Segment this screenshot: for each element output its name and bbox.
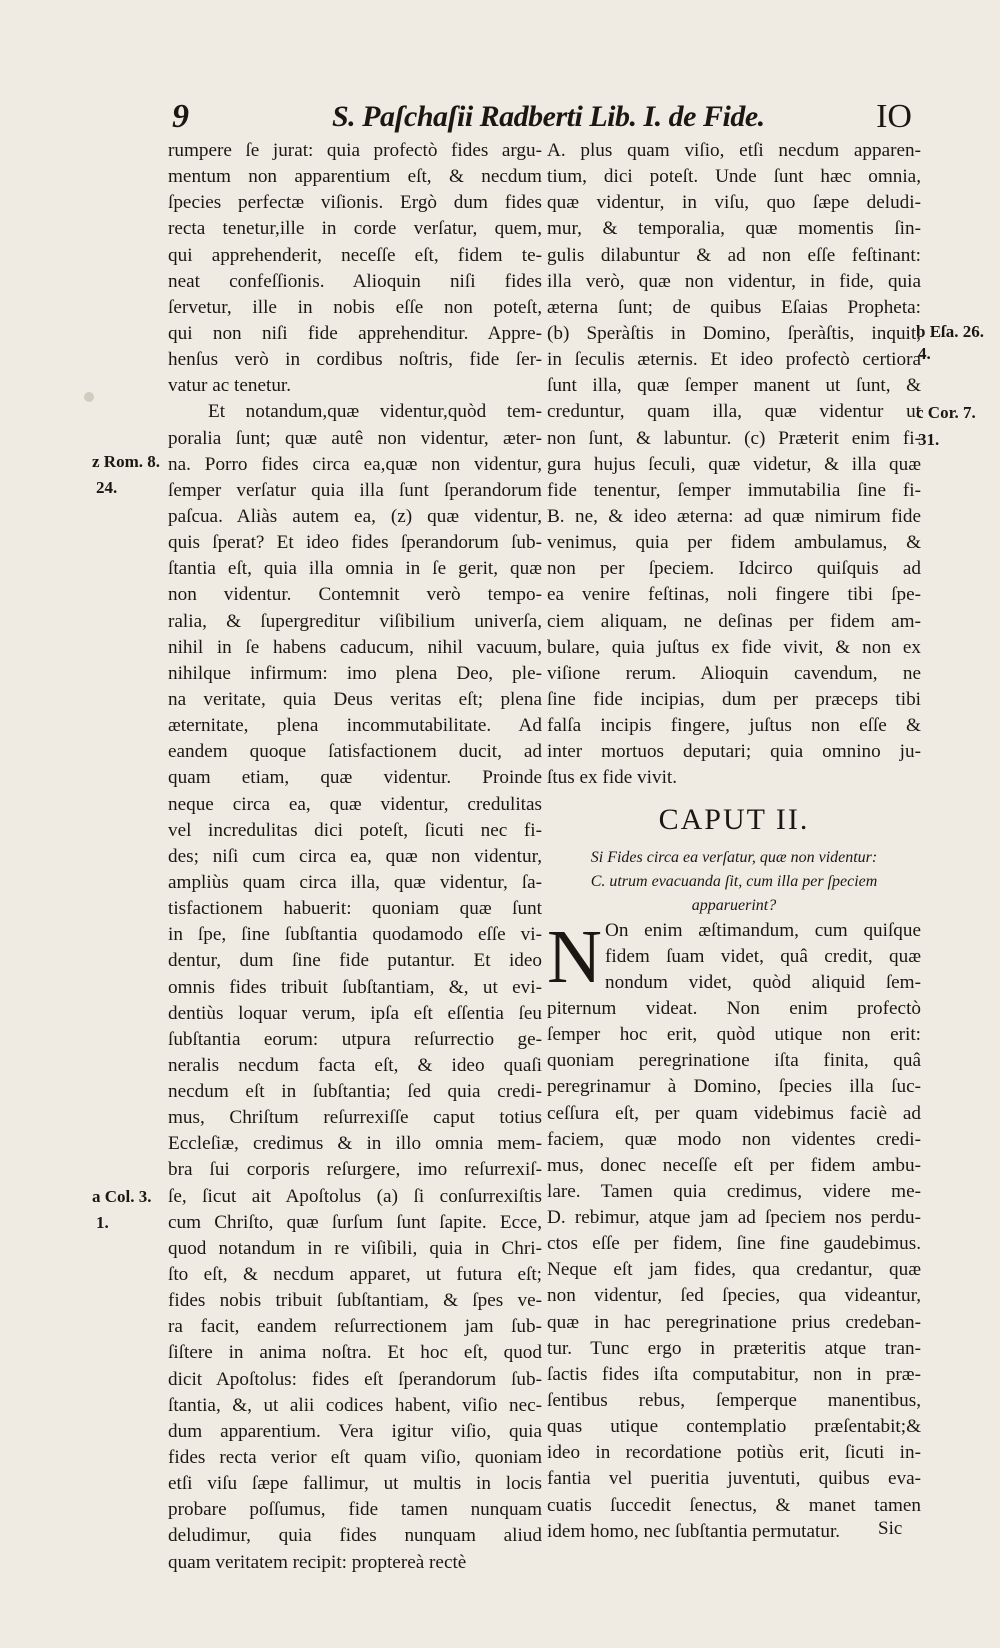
text-line: qui apprehenderit, neceſſe eſt, fidem te- — [168, 244, 542, 266]
text-line: ſiſtere in anima noſtra. Et hoc eſt, quod — [168, 1342, 542, 1364]
text-line: dum apparentium. Vera igitur viſio, quia — [168, 1420, 542, 1442]
running-title: S. Paſchaſii Radberti Lib. I. de Fide. — [332, 100, 765, 133]
text-line: poralia ſunt; quæ autê non videntur, æter- — [168, 427, 542, 449]
text-line: ceſſura eſt, per quam videbimus faciè ad — [547, 1102, 921, 1124]
text-line: peregrinamur à Domino, ſpecies illa ſuc- — [547, 1076, 921, 1098]
text-line: na. Porro fides circa ea,quæ non videntur, — [168, 453, 542, 475]
chapter-subtitle-line: Si Fides circa ea verſatur, quæ non videntur: — [590, 848, 878, 866]
text-line: fantia vel pueritia juventuti, quibus eva- — [547, 1468, 921, 1490]
chapter-body — [547, 914, 921, 1545]
text-line: nondum videt, quòd aliquid ſem- — [605, 971, 921, 993]
chapter-subtitle-line: C. utrum evacuanda ſit, cum illa per ſpeciem — [590, 872, 878, 890]
page-number-left: 9 — [172, 98, 189, 135]
margin-note-romans-verse: 24. — [96, 478, 118, 497]
text-line: rumpere ſe jurat: quia profectò fides argu- — [168, 140, 542, 161]
text-line: faciem, quæ modo non videntes credi- — [547, 1128, 921, 1150]
text-line: ideo in recordatione potiùs erit, ſicuti in- — [547, 1442, 921, 1464]
text-line: dentur, dum ſine fide putantur. Et ideo — [168, 950, 542, 972]
text-line: nihilque infirmum: imo plena Deo, ple- — [168, 662, 542, 684]
text-line: quoniam peregrinatione iſta finita, quâ — [547, 1050, 921, 1072]
text-line: inter mortuos deputari; quia omnino ju- — [547, 741, 921, 763]
margin-note-colossians: a Col. 3. — [92, 1187, 152, 1206]
drop-cap-initial: N — [547, 914, 602, 999]
text-line: cuatis ſuccedit ſenectus, & manet tamen — [547, 1494, 921, 1516]
text-line: piternum videat. Non enim profectò — [547, 997, 921, 1019]
text-line: ſentibus rebus, ſemperque manentibus, — [547, 1390, 921, 1412]
text-line: ſine fide incipias, dum per præceps tibi — [547, 688, 921, 710]
text-line: ea venire feſtinas, noli fingere tibi ſpe- — [547, 584, 921, 606]
text-line: ſubſtantia eorum: utpura reſurrectio ge- — [168, 1028, 542, 1050]
margin-note-esaias: b Eſa. 26. — [916, 322, 985, 341]
text-line: na veritate, quia Deus veritas eſt; plena — [168, 688, 542, 710]
text-line: ſtus ex fide vivit. — [547, 767, 678, 789]
text-line: ſemper hoc erit, quòd utique non erit: — [547, 1024, 921, 1046]
text-line: cum Chriſto, quæ ſurſum ſunt ſapite. Ecce, — [168, 1211, 542, 1233]
margin-note-corinthians-verse: 31. — [918, 430, 940, 449]
margin-note-esaias-verse: 4. — [918, 344, 931, 363]
text-line: bra ſui corporis reſurgere, imo reſurrexiſ- — [168, 1159, 542, 1181]
text-line: dentiùs loquar verum, ipſa eſt eſſentia ſeu — [168, 1002, 542, 1024]
text-line: ſto eſt, & necdum apparet, ut futura eſt; — [168, 1264, 542, 1286]
right-column-bottom-text — [547, 914, 921, 1545]
text-line: gura hujus ſeculi, quæ videtur, & illa quæ — [547, 453, 921, 475]
text-line: mus, donec neceſſe eſt per fidem ambu- — [547, 1154, 921, 1176]
text-line: necdum eſt in ſubſtantia; ſed quia credi- — [168, 1081, 542, 1103]
left-column — [168, 138, 542, 1576]
text-line: qui non niſi fide apprehenditur. Appre- — [168, 322, 542, 344]
text-line: quæ in hac peregrinatione prius credeban- — [547, 1311, 921, 1333]
text-line: non videntur. Contemnit verò tempo- — [168, 584, 542, 606]
text-line: ctos eſſe per fidem, ſine fine gaudebimus. — [547, 1233, 921, 1255]
text-line: non per ſpeciem. Idcirco quiſquis ad — [547, 558, 921, 580]
right-column-top-text — [547, 138, 921, 792]
text-line: quas utique contemplatio præſentabit;& — [547, 1416, 921, 1438]
text-line: ſemper verſatur quia illa ſunt ſperandorum — [168, 479, 542, 501]
text-line: fides nobis tribuit ſubſtantiam, & ſpes ve- — [168, 1290, 542, 1312]
text-line: fide tenentur, ſemper immutabilia ſine fi- — [547, 479, 921, 501]
text-line: illa verò, quæ non videntur, in fide, quia — [547, 270, 921, 292]
right-column — [547, 138, 921, 1545]
text-line: bulare, quia juſtus ex fide vivit, & non ex — [547, 636, 921, 658]
text-line: falſa incipis fingere, juſtus non eſſe & — [547, 715, 921, 737]
text-line: On enim æſtimandum, cum quiſque — [605, 919, 921, 941]
chapter-subtitle — [547, 846, 921, 918]
chapter-heading: CAPUT II. — [658, 802, 810, 836]
text-line: quod notandum in re viſibili, quia in Chri- — [168, 1237, 542, 1259]
text-line: non videntur, ſed ſpecies, qua videantur, — [547, 1285, 921, 1307]
text-line: in ſeculis æternis. Et ideo profectò certiora — [547, 349, 921, 371]
text-line: paſcua. Aliàs autem ea, (z) quæ videntur, — [168, 505, 542, 527]
text-line: vatur ac tenetur. — [168, 375, 292, 397]
page-number-right: IO — [876, 98, 912, 135]
text-line: des; niſi cum circa ea, quæ non videntur, — [168, 845, 542, 867]
margin-note-romans: z Rom. 8. — [92, 452, 160, 471]
text-line: lare. Tamen quia credimus, videre me- — [547, 1180, 921, 1202]
text-line: quæ videntur, in viſu, quo ſæpe deludi- — [547, 192, 921, 214]
text-line: æterna ſunt; de quibus Eſaias Propheta: — [547, 296, 921, 318]
text-line: deludimur, quia fides nunquam aliud — [168, 1525, 542, 1547]
catchword: Sic — [878, 1518, 903, 1539]
text-line: quam veritatem recipit: proptereà rectè — [168, 1551, 467, 1573]
chapter-subtitle-line: apparuerint? — [691, 896, 777, 914]
text-line: fidem ſuam videt, quâ credit, quæ — [605, 945, 921, 967]
text-line: vel incredulitas dici poteſt, ſicuti nec fi- — [168, 819, 542, 841]
text-line: neat confeſſionis. Alioquin niſi fides — [168, 270, 542, 292]
text-line: dicit Apoſtolus: fides eſt ſperandorum ſub- — [168, 1368, 542, 1390]
running-head — [172, 98, 912, 138]
text-line: B. ne, & ideo æterna: ad quæ nimirum fide — [547, 505, 921, 527]
text-line: idem homo, nec ſubſtantia permutatur. — [547, 1520, 841, 1542]
text-line: ſervetur, ille in nobis eſſe non poteſt, — [168, 296, 542, 318]
text-line: fides recta verior eſt quam viſio, quoniam — [168, 1447, 542, 1469]
text-line: recta tenetur,ille in corde verſatur, quem, — [168, 218, 542, 240]
text-line: Eccleſiæ, credimus & in illo omnia mem- — [168, 1133, 542, 1155]
text-line: mentum non apparentium eſt, & necdum — [168, 166, 542, 188]
text-line: mur, & temporalia, quæ momentis ſin- — [547, 218, 921, 240]
text-line: A. plus quam viſio, etſi necdum apparen- — [547, 140, 921, 161]
text-line: henſus verò in cordibus noſtris, fide ſer- — [168, 349, 542, 371]
text-line: neque circa ea, quæ videntur, credulitas — [168, 793, 542, 815]
text-line: æternitate, plena incommutabilitate. Ad — [168, 715, 542, 737]
text-line: nihil in ſe habens caducum, nihil vacuum, — [168, 636, 542, 658]
text-line: ſtantia, &, ut alii codices habent, viſio nec- — [168, 1394, 542, 1416]
text-line: etſi viſu ſæpe fallimur, ut multis in locis — [168, 1473, 542, 1495]
text-line: D. rebimur, atque jam ad ſpeciem nos perdu- — [547, 1207, 921, 1229]
text-line: neralis necdum facta eſt, & ideo quaſi — [168, 1054, 542, 1076]
text-line: quam etiam, quæ videntur. Proinde — [168, 767, 542, 789]
text-line: ſe, ſicut ait Apoſtolus (a) ſi conſurrexiſtis — [168, 1185, 542, 1207]
text-line: ſactis fides iſta computabitur, non in præ- — [547, 1363, 921, 1385]
margin-note-corinthians: c Cor. 7. — [916, 403, 976, 422]
text-line: creduntur, quam illa, quæ videntur ut — [547, 401, 921, 423]
text-line: ralia, & ſupergreditur viſibilium univerſa, — [168, 610, 542, 632]
text-line: ampliùs quam circa illa, quæ videntur, ſa- — [168, 871, 542, 893]
text-line: non ſunt, & labuntur. (c) Præterit enim fi- — [547, 427, 921, 449]
text-line: tisfactionem habuerit: quoniam quæ ſunt — [168, 898, 542, 920]
text-line: eandem quoque ſatisfactionem ducit, ad — [168, 741, 542, 763]
text-line: Neque eſt jam fides, qua credantur, quæ — [547, 1259, 921, 1281]
text-line: Et notandum,quæ videntur,quòd tem- — [208, 401, 542, 423]
text-line: tium, dici poteſt. Unde ſunt hæc omnia, — [547, 166, 921, 188]
text-line: gulis dilabuntur & ad non eſſe feſtinant: — [547, 244, 921, 266]
text-line: probare poſſumus, fide tamen nunquam — [168, 1499, 542, 1521]
text-line: ſtantia eſt, quia illa omnia in ſe gerit, quæ — [168, 558, 542, 580]
text-line: tur. Tunc ergo in præteritis atque tran- — [547, 1337, 921, 1359]
text-line: mus, Chriſtum reſurrexiſſe caput totius — [168, 1107, 542, 1129]
text-line: in ſpe, ſine ſubſtantia quodamodo eſſe vi- — [168, 924, 542, 946]
text-line: ſpecies perfectæ viſionis. Ergò dum fides — [168, 192, 542, 214]
ink-stain — [84, 392, 94, 402]
text-line: ciem aliquam, ne deſinas per fidem am- — [547, 610, 921, 632]
text-line: ſunt illa, quæ ſemper manent ut ſunt, & — [547, 375, 921, 397]
text-line: venimus, quia per fidem ambulamus, & — [547, 532, 921, 554]
text-line: omnis fides tribuit ſubſtantiam, &, ut evi- — [168, 976, 542, 998]
text-line: viſione rerum. Alioquin cavendum, ne — [547, 662, 921, 684]
text-line: ra facit, eandem reſurrectionem jam ſub- — [168, 1316, 542, 1338]
text-line: quis ſperat? Et ideo fides ſperandorum ſub- — [168, 532, 542, 554]
text-line: (b) Speràſtis in Domino, ſperàſtis, inquit, — [547, 322, 921, 344]
margin-note-colossians-verse: 1. — [96, 1213, 109, 1232]
